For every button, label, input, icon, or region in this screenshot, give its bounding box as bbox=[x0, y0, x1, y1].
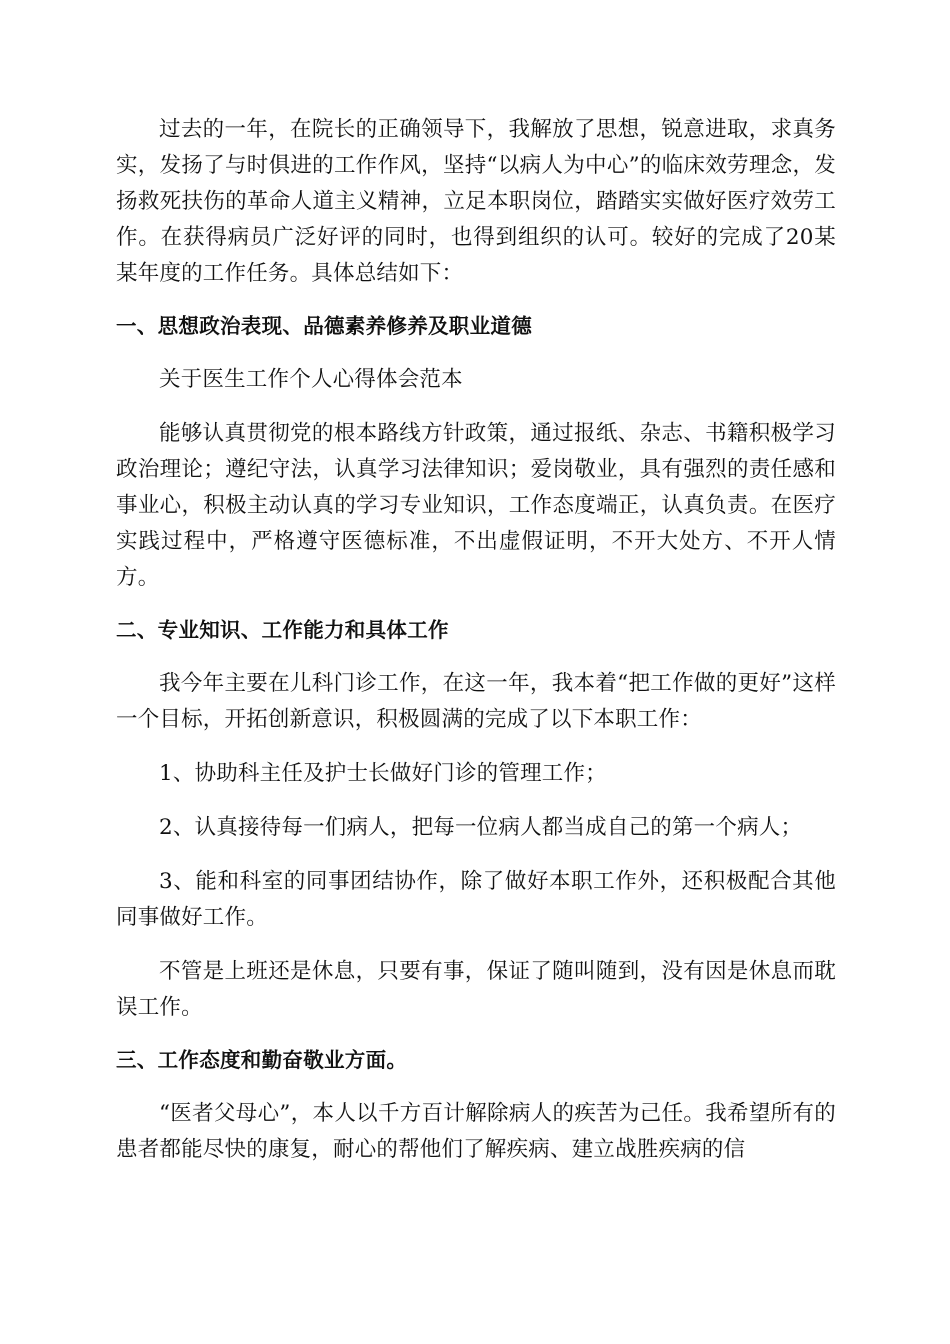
section1-subtitle: 关于医生工作个人心得体会范本 bbox=[159, 367, 463, 392]
spacer bbox=[116, 936, 836, 954]
section-heading-3: 三、工作态度和勤奋敬业方面。 bbox=[116, 1048, 408, 1072]
section3-paragraph: “医者父母心”，本人以千方百计解除病人的疾苦为己任。我希望所有的患者都能尽快的康复，耐心的帮他们了解疾病、建立战胜疾病的信 bbox=[116, 1101, 836, 1162]
section1-paragraph: 能够认真贯彻党的根本路线方针政策，通过报纸、杂志、书籍积极学习政治理论；遵纪守法，认真学习法律知识；爱岗敬业，具有强烈的责任感和事业心，积极主动认真的学习专业知识，工作态度端正，认真负责。在医疗实践过程中，严格遵守医德标准，不出虚假证明，不开大处方、不开人情方。 bbox=[116, 421, 836, 590]
spacer bbox=[116, 846, 836, 864]
section2-closing: 不管是上班还是休息，只要有事，保证了随叫随到，没有因是休息而耽误工作。 bbox=[116, 959, 836, 1020]
list-item: 1、协助科主任及护士长做好门诊的管理工作； bbox=[159, 761, 607, 786]
spacer bbox=[116, 398, 836, 416]
list-item: 2、认真接待每一们病人，把每一位病人都当成自己的第一个病人； bbox=[159, 815, 803, 840]
spacer bbox=[116, 1078, 836, 1096]
spacer bbox=[116, 648, 836, 666]
intro-paragraph: 过去的一年，在院长的正确领导下，我解放了思想，锐意进取，求真务实，发扬了与时俱进的工作作风，坚持“以病人为中心”的临床效劳理念，发扬救死扶伤的革命人道主义精神，立足本职岗位，踏踏实实做好医疗效劳工作。在获得病员广泛好评的同时，也得到组织的认可。较好的完成了20某某年度的工作任务。具体总结如下： bbox=[116, 117, 836, 286]
spacer bbox=[116, 292, 836, 308]
list-item: 3、能和科室的同事团结协作，除了做好本职工作外，还积极配合其他同事做好工作。 bbox=[116, 869, 836, 930]
document-body bbox=[116, 112, 836, 1168]
section-heading-2: 二、专业知识、工作能力和具体工作 bbox=[116, 618, 449, 642]
spacer bbox=[116, 596, 836, 612]
spacer bbox=[116, 1026, 836, 1042]
spacer bbox=[116, 792, 836, 810]
spacer bbox=[116, 738, 836, 756]
section2-intro: 我今年主要在儿科门诊工作，在这一年，我本着“把工作做的更好”这样一个目标，开拓创新意识，积极圆满的完成了以下本职工作： bbox=[116, 671, 836, 732]
section-heading-1: 一、思想政治表现、品德素养修养及职业道德 bbox=[116, 314, 532, 338]
spacer bbox=[116, 344, 836, 362]
